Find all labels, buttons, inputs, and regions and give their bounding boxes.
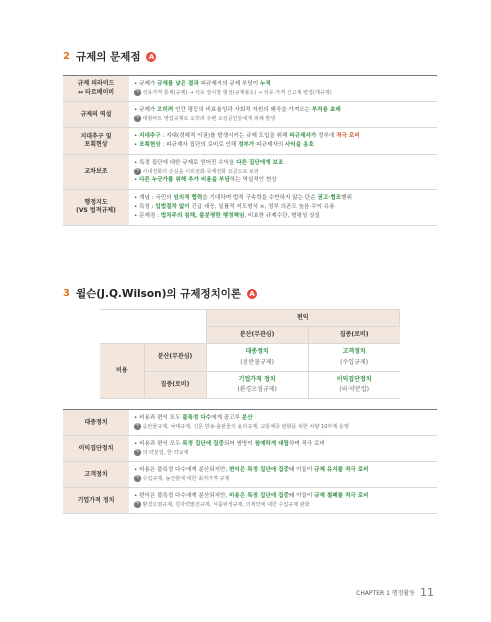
row-header <box>63 102 129 128</box>
text-run: : 지대(경제적 이권)를 발생시키는 규제 도입을 위해 <box>160 133 290 140</box>
matrix-row-group: 비용 <box>100 344 144 399</box>
highlight-text: 적극 로비 <box>336 133 360 140</box>
regulation-problems-table <box>63 75 437 226</box>
example-line <box>134 168 432 176</box>
page-footer <box>356 586 434 599</box>
highlight-text: 특정 집단에 집중 <box>182 441 224 448</box>
text-run: 을 기대하며 법적 구속력을 수반하지 않는 단순 <box>202 195 318 202</box>
text-run: 행위 <box>341 195 352 202</box>
matrix-cell-sub: (수입규제) <box>340 358 369 366</box>
text-run: 하며 적극 로비 <box>288 441 325 448</box>
highlight-text: 법치주의 침해, 불분명한 행정책임 <box>160 212 245 219</box>
highlight-text: 규제 철폐를 적극 로비 <box>314 493 369 500</box>
text-run: • 비용과 편익 모두 <box>134 441 183 448</box>
row-header-line: ↔ 타르베이비 <box>77 88 115 96</box>
row-header-line: 규제 피라미드 <box>77 80 115 88</box>
highlight-text: 지대추구 <box>139 133 161 140</box>
text-run: • 비용과 편익 모두 <box>134 415 183 421</box>
matrix-top-header: 편익 <box>206 310 400 327</box>
row-header: 이익집단정치 <box>63 436 129 462</box>
bullet-line <box>134 440 432 449</box>
matrix-cell <box>308 371 399 398</box>
text-run: 에게 골고루 <box>211 415 242 421</box>
row-content <box>129 462 437 488</box>
text-run: • 특징 : <box>134 203 156 210</box>
text-run: • 개념 : 국민의 <box>134 195 174 202</box>
table-row <box>63 488 437 514</box>
section-number: 2 <box>63 51 70 62</box>
row-header: 고객정치 <box>63 462 129 488</box>
highlight-text: 임의적 협력 <box>173 195 203 202</box>
matrix-cell-title: 기업가적 정치 <box>238 375 276 383</box>
example-icon: 예 <box>135 89 140 95</box>
highlight-text: 피규제자가 <box>289 133 317 140</box>
row-header <box>63 155 129 190</box>
highlight-text: 비용은 특정 집단에 집중 <box>229 493 289 500</box>
example-icon: 예 <box>135 423 140 429</box>
text-run: • <box>134 177 140 184</box>
highlight-text: 편익은 특정 집단에 집중 <box>229 467 289 474</box>
example-icon: 예 <box>135 501 140 507</box>
matrix-cell-sub: (음란물규제) <box>240 358 274 366</box>
example-line <box>134 449 432 457</box>
row-header-line: 교차보조 <box>84 167 108 175</box>
text-run: • 규제가 <box>134 81 158 87</box>
text-run: 되어 쌍방이 <box>223 441 255 448</box>
bullet-line <box>134 212 432 221</box>
example-text: 대형마트 영업규제로 오히려 주변 소상공인들에게 피해 발생 <box>142 116 276 123</box>
row-content <box>129 488 437 514</box>
row-header <box>63 76 129 102</box>
text-run: 돼 이들이 <box>288 467 315 474</box>
bullet-line <box>134 159 432 168</box>
text-run: • 비용은 불특정 다수에게 분산되지만, <box>134 467 230 474</box>
highlight-text: 불특정 다수 <box>182 415 212 421</box>
bullet-line <box>134 194 432 203</box>
bullet-line <box>134 492 432 501</box>
row-header <box>63 190 129 226</box>
matrix-cell <box>206 371 308 398</box>
matrix-cell-sub: (환경오염규제) <box>237 385 277 393</box>
highlight-text: 다른 누군가를 위해 추가 비용을 부담 <box>139 177 230 184</box>
example-text: 음란물규제, 낙태규제, 신문·방송·출판물의 윤리규제, 교통체증 완화를 위한 차량 10부제 운행 <box>142 423 349 430</box>
text-run: 피규제자의 <box>254 142 285 149</box>
matrix-cell-sub: (의·약분업) <box>339 385 369 393</box>
text-run: • <box>134 133 140 140</box>
matrix-col-header: 집중(로비) <box>308 327 399 344</box>
highlight-text: 포획현상 <box>139 142 161 149</box>
example-text: 환경오염규제, 원자력발전규제, 식품위생규제, 의제약에 대한 수입규제 완화 <box>142 502 310 509</box>
bullet-line <box>134 203 432 212</box>
text-run: • <box>134 142 140 149</box>
row-header-line: 행정지도 <box>84 199 108 207</box>
page-number: 11 <box>420 586 434 599</box>
example-icon: 예 <box>135 449 140 455</box>
row-content <box>129 102 437 128</box>
highlight-text: 정부가 <box>238 142 255 149</box>
table-row <box>63 102 437 128</box>
highlight-text: 다른 집단에게 보조 <box>236 160 284 167</box>
section-3-heading <box>63 286 257 301</box>
section-title: 규제의 문제점 <box>75 51 141 63</box>
row-content <box>129 128 437 155</box>
matrix-cell <box>308 344 399 371</box>
row-header <box>63 128 129 155</box>
section-2-heading <box>63 49 156 64</box>
row-content <box>129 155 437 190</box>
matrix-col-header: 분산(무관심) <box>206 327 308 344</box>
matrix-cell-title: 대중정치 <box>245 348 269 356</box>
text-run: 정부에 <box>316 133 337 140</box>
example-line <box>134 475 432 483</box>
example-icon: 예 <box>135 475 140 481</box>
table-row <box>63 155 437 190</box>
matrix-cell-title: 고객정치 <box>342 348 366 356</box>
matrix-row-header: 분산(무관심) <box>144 344 206 371</box>
example-line <box>134 501 432 509</box>
highlight-text: 누적 <box>259 81 271 87</box>
highlight-text: 오히려 <box>157 107 174 114</box>
highlight-text: 부작용 초래 <box>311 107 341 114</box>
example-text: 수입규제, 농산물에 대한 최저가격 규제 <box>142 476 230 483</box>
row-content <box>129 436 437 462</box>
text-run: , 비효한 규제수단, 형평성 상실 <box>244 212 320 219</box>
highlight-text: 입법절차 없이 <box>155 203 190 210</box>
text-run: : 피규제자 집단의 로비로 인해 <box>160 142 239 149</box>
example-line <box>134 423 432 431</box>
row-header-line: 규제의 역설 <box>80 110 112 118</box>
example-text: 석유가격 통제(규제) → 석유 암시장 형성(규제불응) → 석유 가격 신고제 변경(재규제) <box>142 89 332 96</box>
text-run: 돼 이들이 <box>288 493 315 500</box>
importance-badge-icon: A <box>247 289 257 299</box>
bullet-line <box>134 141 432 150</box>
example-line <box>134 89 432 97</box>
matrix-corner <box>100 310 206 344</box>
table-row <box>63 462 437 488</box>
section-number: 3 <box>63 288 70 299</box>
wilson-matrix-table <box>100 309 400 399</box>
text-run: • 문제점 : <box>134 212 161 219</box>
highlight-text: 권고·협조 <box>317 195 342 202</box>
bullet-line <box>134 414 432 423</box>
row-header: 기업가적 정치 <box>63 488 129 514</box>
matrix-row-header: 집중(로비) <box>144 371 206 398</box>
example-text: 의·약분업, 한·약규제 <box>142 450 189 457</box>
text-run: 하는 역설적인 현상 <box>229 177 277 184</box>
text-run: • 특정 집단에 대한 규제로 얻어진 수익을 <box>134 160 237 167</box>
example-icon: 예 <box>135 115 140 121</box>
table-row <box>63 410 437 436</box>
wilson-types-table <box>63 409 437 514</box>
matrix-cell <box>206 344 308 371</box>
table-row <box>63 76 437 102</box>
text-run: 인간 평등의 비효율성과 사회적 자원의 왜곡을 가져오는 <box>173 107 312 114</box>
row-content <box>129 190 437 226</box>
example-text: 시내전화의 손실을 시외전화·국제전화 요금으로 보전 <box>142 168 259 175</box>
example-icon: 예 <box>135 168 140 174</box>
row-content <box>129 76 437 102</box>
highlight-text: 사익을 옹호 <box>284 142 314 149</box>
chapter-label: CHAPTER 1 행정활동 <box>356 590 415 597</box>
text-run: • 편익은 불특정 다수에게 분산되지만, <box>134 493 230 500</box>
highlight-text: 첨예하게 대립 <box>254 441 289 448</box>
row-header-line: 지대추구 및 <box>80 133 112 140</box>
table-row <box>63 190 437 226</box>
row-header-line: 포획현상 <box>84 141 108 149</box>
bullet-line <box>134 106 432 115</box>
text-run: 피규제자의 규제 부담이 <box>198 81 260 87</box>
bullet-line <box>134 176 432 185</box>
importance-badge-icon: A <box>146 52 156 62</box>
table-row <box>63 436 437 462</box>
bullet-line <box>134 80 432 89</box>
highlight-text: 규제를 낳은 결과 <box>157 81 199 87</box>
text-run: • 규제가 <box>134 107 158 114</box>
row-header: 대중정치 <box>63 410 129 436</box>
row-header-line: (VS 법적규제) <box>76 207 116 215</box>
example-line <box>134 115 432 123</box>
matrix-cell-title: 이익집단정치 <box>336 375 372 383</box>
text-run: 긴급 대응, 일률적 지도형식 ×, 정부 의존도 높음·수익 유용 <box>189 203 335 210</box>
bullet-line <box>134 466 432 475</box>
row-content <box>129 410 437 436</box>
bullet-line <box>134 132 432 141</box>
highlight-text: 분산 <box>241 415 253 421</box>
highlight-text: 규제 유지를 적극 로비 <box>314 467 369 474</box>
section-title: 윌슨(J.Q.Wilson)의 규제정치이론 <box>75 288 242 300</box>
table-row <box>63 128 437 155</box>
